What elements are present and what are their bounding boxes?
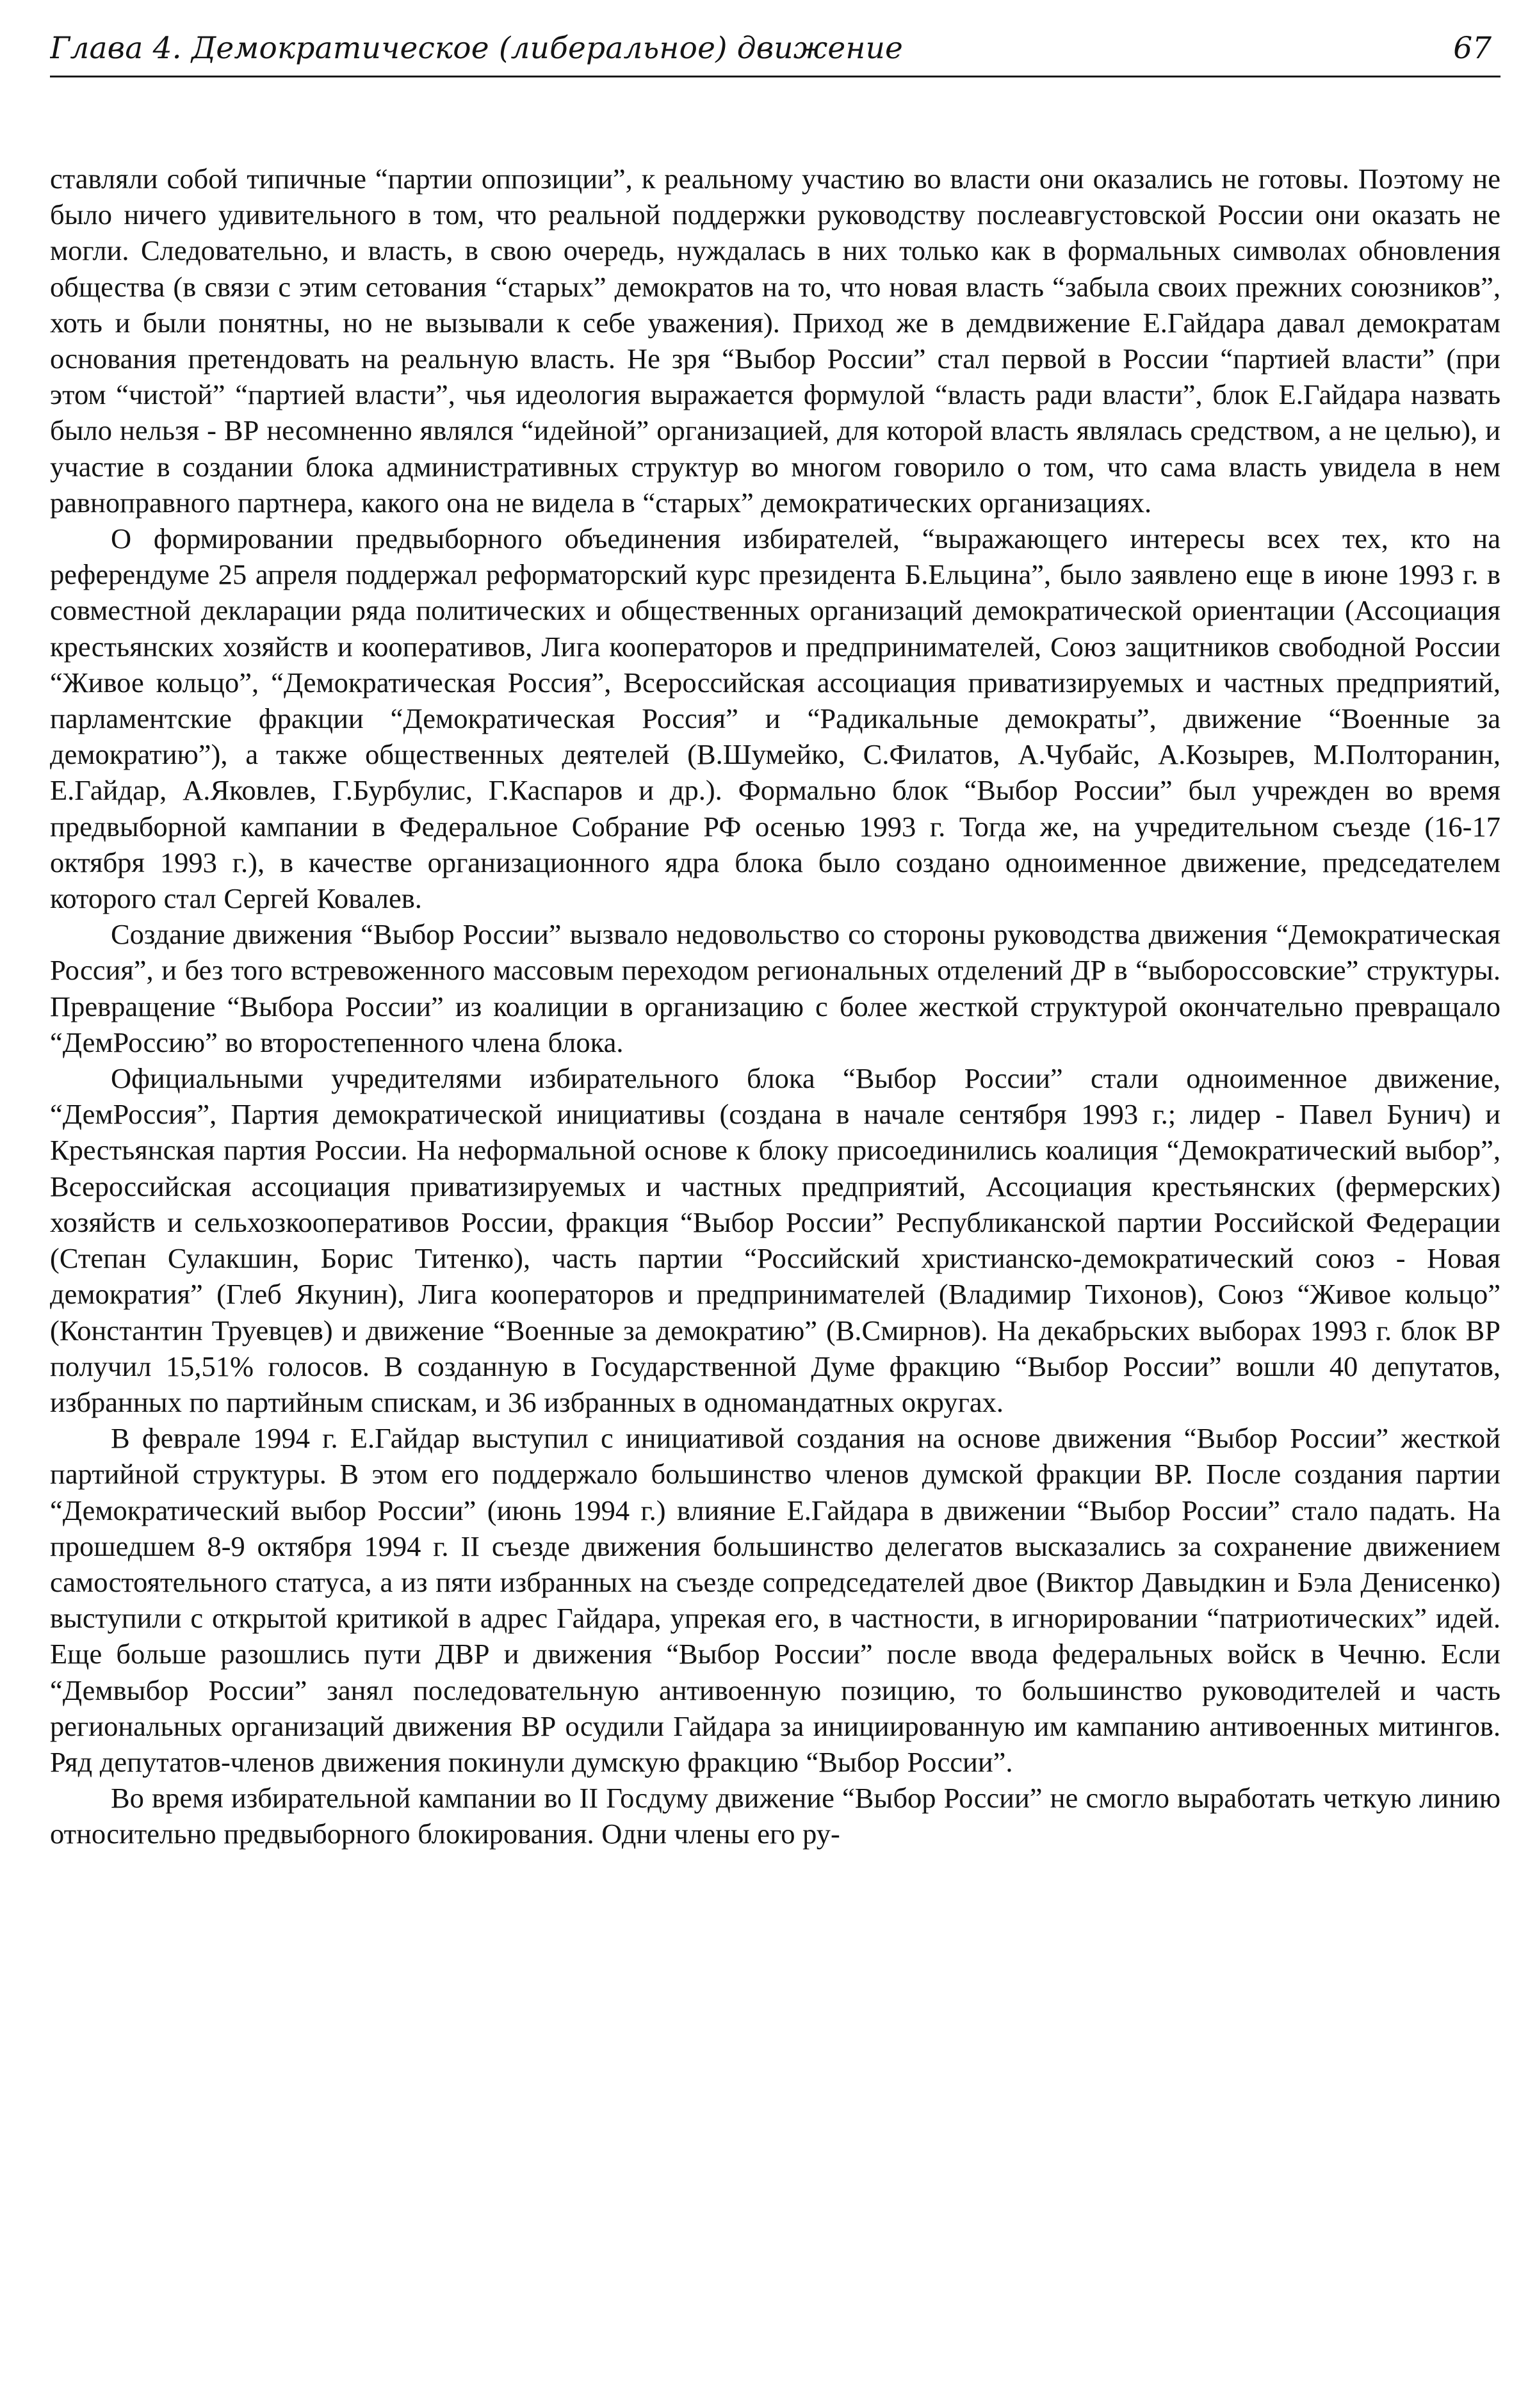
- paragraph: Создание движения “Выбор России” вызвало недовольство со стороны руководства движения “Демократическая Россия”, и без того встревоженного массовым переходом региональных отделений ДР в “выбороссовские” структуры. Превращение “Выбора России” из коалиции в организацию с более жесткой структурой окончательно превращало “ДемРоссию” во второстепенного члена блока.: [50, 918, 1500, 1058]
- body-text: [50, 161, 1500, 1852]
- chapter-title: Глава 4. Демократическое (либеральное) движение: [50, 31, 904, 66]
- paragraph: Во время избирательной кампании во II Госдуму движение “Выбор России” не смогло выработать четкую линию относительно предвыборного блокирования. Одни члены его ру-: [50, 1782, 1500, 1850]
- page-number: 67: [1453, 31, 1492, 66]
- paragraph: В феврале 1994 г. Е.Гайдар выступил с инициативой создания на основе движения “Выбор России” жесткой партийной структуры. В этом его поддержало большинство членов думской фракции ВР. После создания партии “Демократический выбор России” (июнь 1994 г.) влияние Е.Гайдара в движении “Выбор России” стало падать. На прошедшем 8-9 октября 1994 г. II съезде движения большинство делегатов высказались за сохранение движением самостоятельного статуса, а из пяти избранных на съезде сопредседателей двое (Виктор Давыдкин и Бэла Денисенко) выступили с открытой критикой в адрес Гайдара, упрекая его, в частности, в игнорировании “патриотических” идей. Еще больше разошлись пути ДВР и движения “Выбор России” после ввода федеральных войск в Чечню. Если “Демвыбор России” занял последовательную антивоенную позицию, то большинство руководителей и часть региональных организаций движения ВР осудили Гайдара за инициированную им кампанию антивоенных митингов. Ряд депутатов-членов движения покинули думскую фракцию “Выбор России”.: [50, 1422, 1500, 1778]
- paragraph: Официальными учредителями избирательного блока “Выбор России” стали одноименное движение, “ДемРоссия”, Партия демократической инициативы (создана в начале сентября 1993 г.; лидер - Павел Бунич) и Крестьянская партия России. На неформальной основе к блоку присоединились коалиция “Демократический выбор”, Всероссийская ассоциация приватизируемых и частных предприятий, Ассоциация крестьянских (фермерских) хозяйств и сельхозкооперативов России, фракция “Выбор России” Республиканской партии Российской Федерации (Степан Сулакшин, Борис Титенко), часть партии “Российский христианско-демократический союз - Новая демократия” (Глеб Якунин), Лига кооператоров и предпринимателей (Владимир Тихонов), Союз “Живое кольцо” (Константин Труевцев) и движение “Военные за демократию” (В.Смирнов). На декабрьских выборах 1993 г. блок ВР получил 15,51% голосов. В созданную в Государственной Думе фракцию “Выбор России” вошли 40 депутатов, избранных по партийным спискам, и 36 избранных в одномандатных округах.: [50, 1062, 1500, 1418]
- book-page: [50, 26, 1500, 2388]
- paragraph: О формировании предвыборного объединения избирателей, “выражающего интересы всех тех, кто на референдуме 25 апреля поддержал реформаторский курс президента Б.Ельцина”, было заявлено еще в июне 1993 г. в совместной декларации ряда политических и общественных организаций демократической ориентации (Ассоциация крестьянских хозяйств и кооперативов, Лига кооператоров и предпринимателей, Союз защитников свободной России “Живое кольцо”, “Демократическая Россия”, Всероссийская ассоциация приватизируемых и частных предприятий, парламентские фракции “Демократическая Россия” и “Радикальные демократы”, движение “Военные за демократию”), а также общественных деятелей (В.Шумейко, С.Филатов, А.Чубайс, А.Козырев, М.Полторанин, Е.Гайдар, А.Яковлев, Г.Бурбулис, Г.Каспаров и др.). Формально блок “Выбор России” был учрежден во время предвыборной кампании в Федеральное Собрание РФ осенью 1993 г. Тогда же, на учредительном съезде (16-17 октября 1993 г.), в качестве организационного ядра блока было создано одноименное движение, председателем которого стал Сергей Ковалев.: [50, 522, 1500, 915]
- paragraph: ставляли собой типичные “партии оппозиции”, к реальному участию во власти они оказались не готовы. Поэтому не было ничего удивительного в том, что реальной поддержки руководству послеавгустовской России они оказать не могли. Следовательно, и власть, в свою очередь, нуждалась в них только как в формальных символах обновления общества (в связи с этим сетования “старых” демократов на то, что новая власть “забыла своих прежних союзников”, хоть и были понятны, но не вызывали к себе уважения). Приход же в демдвижение Е.Гайдара давал демократам основания претендовать на реальную власть. Не зря “Выбор России” стал первой в России “партией власти” (при этом “чистой” “партией власти”, чья идеология выражается формулой “власть ради власти”, блок Е.Гайдара назвать было нельзя - ВР несомненно являлся “идейной” организацией, для которой власть являлась средством, а не целью), и участие в создании блока административных структур во многом говорило о том, что сама власть увидела в нем равноправного партнера, какого она не видела в “старых” демократических организациях.: [50, 163, 1500, 519]
- running-header: [50, 26, 1500, 77]
